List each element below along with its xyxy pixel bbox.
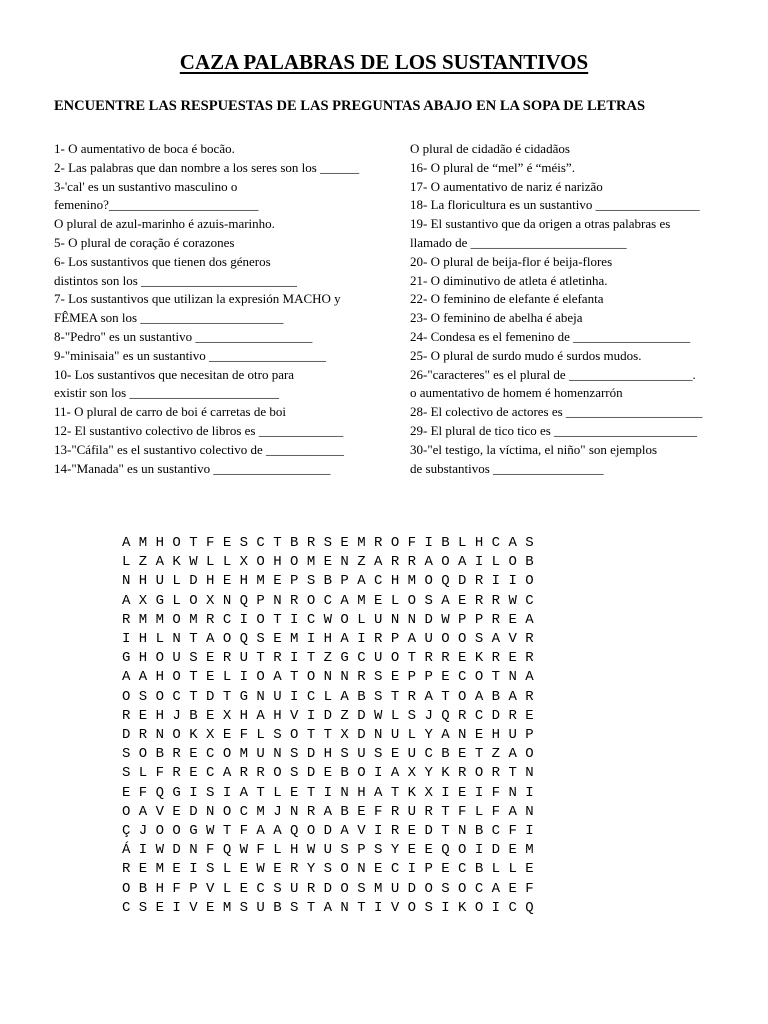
question-line: O plural de azul-marinho é azuis-marinho.: [54, 216, 275, 232]
question-line: O plural de cidadão é cidadãos: [410, 141, 570, 156]
grid-row: O B H F P V L E C S U R D O S M U D O S O C A E F: [122, 880, 534, 897]
grid-row: O A V E D N O C M J N R A B E F R U R T F L F A N: [122, 803, 534, 820]
question-line: 25- O plural de surdo mudo é surdos mudos.: [410, 347, 642, 363]
grid-row: S L F R E C A R R O S D E B O I A X Y K R O R T N: [122, 765, 534, 782]
grid-row: Ç J O O G W T F A A Q O D A V I R E D T N B C F I: [122, 823, 534, 840]
grid-row: E F Q G I S I A T L E T I N H A T K X I E I F N I: [122, 784, 534, 801]
question-line: 16- O plural de “mel” é “méis”.: [410, 159, 575, 175]
question-line: 24- Condesa es el femenino de __________________: [410, 328, 691, 344]
question-line: 2- Las palabras que dan nombre a los seres son los ______: [54, 159, 360, 175]
grid-row: L Z A K W L L X O H O M E N Z A R R A O A I L O B: [122, 554, 534, 571]
question-line: 14-"Manada" es un sustantivo __________________: [54, 460, 331, 476]
grid-row: I H L N T A O Q S E M I H A I R P A U O O S A V R: [122, 631, 534, 648]
question-line: 9-"minisaia" es un sustantivo __________________: [54, 347, 327, 363]
question-line: 23- O feminino de abelha é abeja: [410, 310, 583, 326]
question-line: 17- O aumentativo de nariz é narizão: [410, 178, 603, 194]
grid-row: A M H O T F E S C T B R S E M R O F I B L H C A S: [122, 535, 534, 551]
question-line: 21- O diminutivo de atleta é atletinha.: [410, 272, 608, 288]
grid-row: D R N O K X E F L S O T T X D N U L Y A N E H U P: [122, 727, 534, 744]
question-line: 3-'cal' es un sustantivo masculino o: [54, 178, 238, 194]
grid-row: O S O C T D T G N U I C L A B S T R A T O A B A R: [122, 688, 534, 705]
question-line: femenino?_______________________: [54, 197, 259, 213]
question-line: distintos son los ________________________: [54, 272, 298, 288]
question-line: 8-"Pedro" es un sustantivo __________________: [54, 328, 313, 344]
question-line: 18- La floricultura es un sustantivo ________________: [410, 197, 700, 213]
title-text: CAZA PALABRAS DE LOS SUSTANTIVOS: [179, 50, 589, 74]
question-line: o aumentativo de homem é homenzarrón: [410, 385, 623, 401]
questions-left-column: [54, 140, 394, 478]
question-line: llamado de ________________________: [410, 234, 627, 250]
question-line: 22- O feminino de elefante é elefanta: [410, 291, 604, 307]
word-search-grid: [122, 534, 534, 918]
question-line: existir son los _______________________: [54, 385, 279, 401]
question-line: 6- Los sustantivos que tienen dos géneros: [54, 253, 271, 269]
grid-row: Á I W D N F Q W F L H W U S P S Y E E Q O I D E M: [122, 842, 534, 859]
instructions-heading: ENCUENTRE LAS RESPUESTAS DE LAS PREGUNTAS ABAJO EN LA SOPA DE LETRAS: [54, 98, 646, 114]
page-title: [0, 50, 768, 75]
question-line: FÊMEA son los ______________________: [54, 310, 284, 326]
question-line: 11- O plural de carro de boi é carretas de boi: [54, 404, 286, 420]
question-line: 30-"el testigo, la víctima, el niño" son ejemplos: [410, 441, 658, 457]
grid-row: S O B R E C O M U N S D H S U S E U C B E T Z A O: [122, 746, 534, 763]
question-line: de substantivos _________________: [410, 460, 604, 476]
question-line: 10- Los sustantivos que necesitan de otro para: [54, 366, 295, 382]
grid-row: A A H O T E L I O A T O N N R S E P P E C O T N A: [122, 669, 534, 686]
question-line: 26-"caracteres" es el plural de ___________________.: [410, 366, 696, 382]
question-line: 29- El plural de tico tico es ______________________: [410, 422, 698, 438]
questions-right-column: [410, 140, 730, 478]
grid-row: C S E I V E M S U B S T A N T I V O S I K O I C Q: [122, 899, 534, 916]
question-line: 13-"Cáfila" es el sustantivo colectivo de ____________: [54, 441, 345, 457]
question-line: 1- O aumentativo de boca é bocão.: [54, 141, 235, 156]
grid-row: R E M E I S L E W E R Y S O N E C I P E C B L L E: [122, 861, 534, 878]
question-line: 28- El colectivo de actores es _____________________: [410, 404, 703, 420]
grid-row: G H O U S E R U T R I T Z G C U O T R R E K R E R: [122, 650, 534, 667]
question-line: 19- El sustantivo que da origen a otras palabras es: [410, 216, 671, 232]
grid-row: N H U L D H E H M E P S B P A C H M O Q D R I I O: [122, 573, 534, 590]
grid-row: R M M O M R C I O T I C W O L U N N D W P P R E A: [122, 611, 534, 628]
question-line: 12- El sustantivo colectivo de libros es _____________: [54, 422, 344, 438]
question-line: 20- O plural de beija-flor é beija-flores: [410, 253, 613, 269]
grid-row: R E H J B E X H A H V I D Z D W L S J Q R C D R E: [122, 707, 534, 724]
question-line: 5- O plural de coração é corazones: [54, 234, 235, 250]
grid-row: A X G L O X N Q P N R O C A M E L O S A E R R W C: [122, 592, 534, 609]
question-line: 7- Los sustantivos que utilizan la expresión MACHO y: [54, 291, 341, 307]
